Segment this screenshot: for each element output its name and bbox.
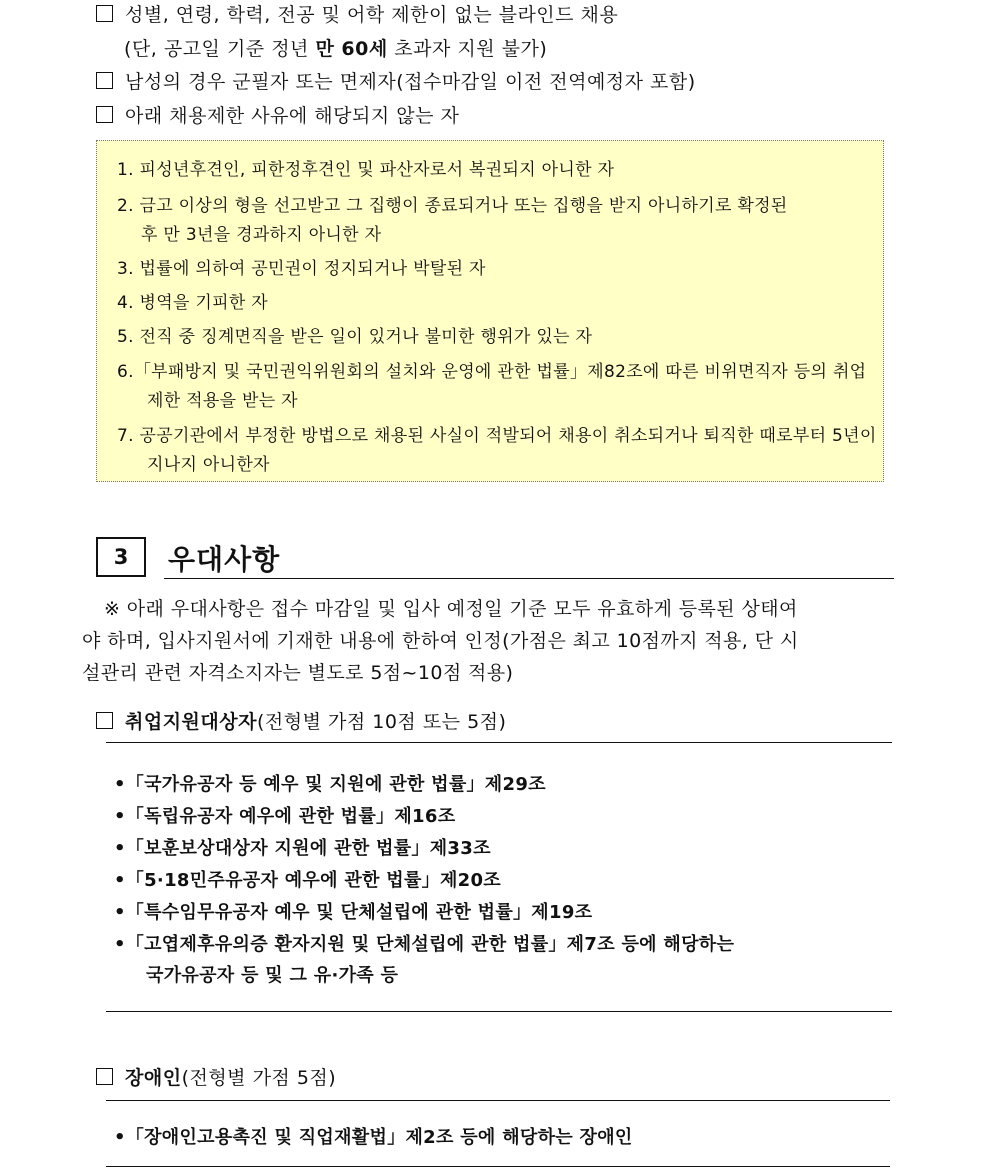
restriction-item: 5. 전직 중 징계면직을 받은 일이 있거나 불미한 행위가 있는 자	[117, 327, 593, 347]
restriction-item-cont: 후 만 3년을 경과하지 아니한 자	[141, 225, 382, 245]
age-note-suffix: 초과자 지원 불가)	[387, 38, 548, 60]
preference-note-line: 야 하며, 입사지원서에 기재한 내용에 한하여 인정(가점은 최고 10점까지 적용, 단 시	[82, 630, 799, 652]
disabled-title: 장애인	[125, 1067, 182, 1089]
checkbox-icon	[96, 72, 113, 89]
law-item: •「독립유공자 예우에 관한 법률」제16조	[114, 806, 456, 827]
law-item: •「국가유공자 등 예우 및 지원에 관한 법률」제29조	[114, 774, 546, 795]
law-item-cont: 국가유공자 등 및 그 유·가족 등	[146, 965, 399, 986]
restriction-item: 4. 병역을 기피한 자	[117, 293, 268, 313]
employment-support-heading	[96, 707, 506, 734]
checkbox-icon	[96, 106, 113, 123]
employment-support-title: 취업지원대상자	[125, 711, 257, 733]
age-note	[124, 34, 547, 61]
law-item: •「5·18민주유공자 예우에 관한 법률」제20조	[114, 870, 501, 891]
law-item: •「보훈보상대상자 지원에 관한 법률」제33조	[114, 838, 491, 859]
restriction-item: 7. 공공기관에서 부정한 방법으로 채용된 사실이 적발되어 채용이 취소되거나 퇴직한 때로부터 5년이	[117, 426, 877, 446]
section-underline	[164, 578, 894, 579]
eligibility-text: 아래 채용제한 사유에 해당되지 않는 자	[125, 105, 460, 127]
divider	[106, 1166, 890, 1167]
restriction-box	[96, 140, 884, 482]
eligibility-text: 남성의 경우 군필자 또는 면제자(접수마감일 이전 전역예정자 포함)	[125, 71, 696, 93]
age-note-bold: 만 60세	[315, 38, 388, 60]
restriction-item: 6.「부패방지 및 국민권익위원회의 설치와 운영에 관한 법률」제82조에 따른 비위면직자 등의 취업	[117, 362, 867, 382]
divider	[106, 1011, 892, 1012]
restriction-item-cont: 제한 적용을 받는 자	[147, 391, 298, 411]
law-item: •「장애인고용촉진 및 직업재활법」제2조 등에 해당하는 장애인	[114, 1127, 633, 1148]
disabled-heading	[96, 1063, 336, 1090]
checkbox-icon	[96, 1068, 113, 1085]
divider	[106, 742, 892, 743]
eligibility-item	[96, 67, 696, 94]
restriction-item: 1. 피성년후견인, 피한정후견인 및 파산자로서 복권되지 아니한 자	[117, 160, 615, 180]
restriction-item: 3. 법률에 의하여 공민권이 정지되거나 박탈된 자	[117, 259, 486, 279]
law-item: •「특수임무유공자 예우 및 단체설립에 관한 법률」제19조	[114, 902, 593, 923]
restriction-item-cont: 지나지 아니한자	[147, 455, 270, 475]
eligibility-text: 성별, 연령, 학력, 전공 및 어학 제한이 없는 블라인드 채용	[125, 4, 619, 26]
preference-note-line: 설관리 관련 자격소지자는 별도로 5점~10점 적용)	[82, 662, 514, 684]
law-item: •「고엽제후유의증 환자지원 및 단체설립에 관한 법률」제7조 등에 해당하는	[114, 934, 735, 955]
section-title: 우대사항	[168, 543, 281, 576]
divider	[106, 1100, 890, 1101]
disabled-subtitle: (전형별 가점 5점)	[181, 1067, 337, 1089]
employment-support-subtitle: (전형별 가점 10점 또는 5점)	[256, 711, 507, 733]
age-note-prefix: (단, 공고일 기준 정년	[124, 38, 316, 60]
preference-note-line: ※ 아래 우대사항은 접수 마감일 및 입사 예정일 기준 모두 유효하게 등록된 상태여	[104, 598, 798, 620]
checkbox-icon	[96, 712, 113, 729]
section-number: 3	[96, 537, 146, 577]
restriction-item: 2. 금고 이상의 형을 선고받고 그 집행이 종료되거나 또는 집행을 받지 아니하기로 확정된	[117, 196, 788, 216]
eligibility-item	[96, 0, 618, 27]
eligibility-item	[96, 101, 459, 128]
checkbox-icon	[96, 5, 113, 22]
